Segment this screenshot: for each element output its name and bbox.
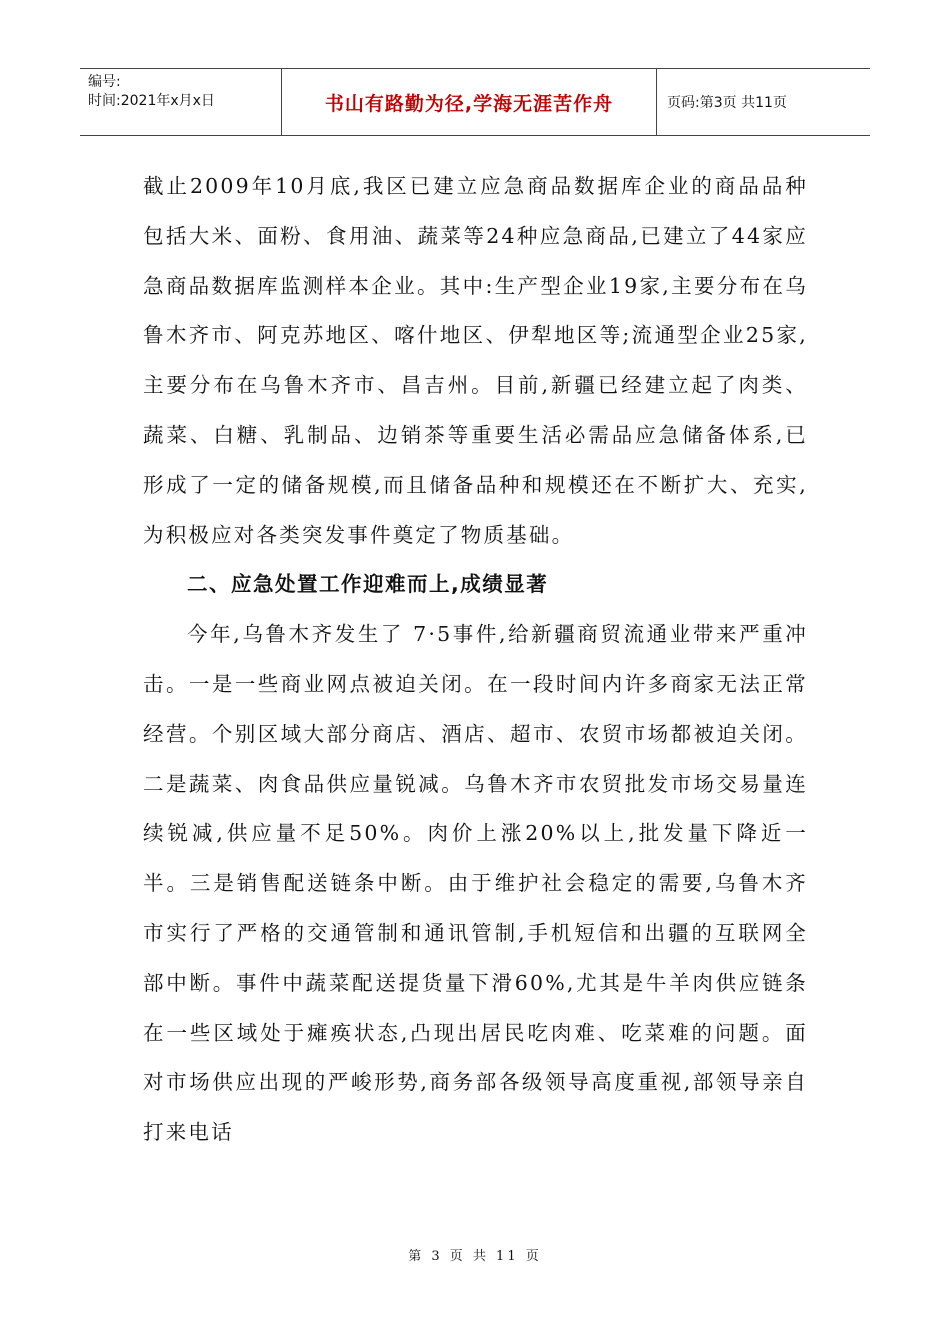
document-number-label: 编号: — [88, 74, 121, 90]
header-page-number: 页码:第3页 共11页 — [667, 95, 787, 111]
header-motto: 书山有路勤为径,学海无涯苦作舟 — [282, 69, 657, 135]
body-paragraph: 今年,乌鲁木齐发生了 7·5事件,给新疆商贸流通业带来严重冲击。一是一些商业网点被迫关闭。在一段时间内许多商家无法正常经营。个别区域大部分商店、酒店、超市、农贸市场都被迫关闭。二是蔬菜、肉食品供应量锐减。乌鲁木齐市农贸批发市场交易量连续锐减,供应量不足50%。肉价上涨20%以上,批发量下降近一半。三是销售配送链条中断。由于维护社会稳定的需要,乌鲁木齐市实行了严格的交通管制和通讯管制,手机短信和出疆的互联网全部中断。事件中蔬菜配送提货量下滑60%,尤其是牛羊肉供应链条在一些区域处于瘫痪状态,凸现出居民吃肉难、吃菜难的问题。面对市场供应出现的严峻形势,商务部各级领导高度重视,部领导亲自打来电话 — [143, 622, 808, 1145]
document-body — [143, 162, 808, 1158]
section-heading: 二、应急处置工作迎难而上,成绩显著 — [187, 572, 549, 597]
document-date-label: 时间:2021年x月x日 — [88, 93, 215, 109]
header-meta — [80, 69, 282, 135]
body-paragraph: 截止2009年10月底,我区已建立应急商品数据库企业的商品品种包括大米、面粉、食用油、蔬菜等24种应急商品,已建立了44家应急商品数据库监测样本企业。其中:生产型企业19家,主要分布在乌鲁木齐市、阿克苏地区、喀什地区、伊犁地区等;流通型企业25家,主要分布在乌鲁木齐市、昌吉州。目前,新疆已经建立起了肉类、蔬菜、白糖、乳制品、边销茶等重要生活必需品应急储备体系,已形成了一定的储备规模,而且储备品种和规模还在不断扩大、充实,为积极应对各类突发事件奠定了物质基础。 — [143, 174, 808, 547]
page-footer: 第 3 页 共 11 页 — [408, 1249, 542, 1264]
page-header — [80, 68, 870, 136]
